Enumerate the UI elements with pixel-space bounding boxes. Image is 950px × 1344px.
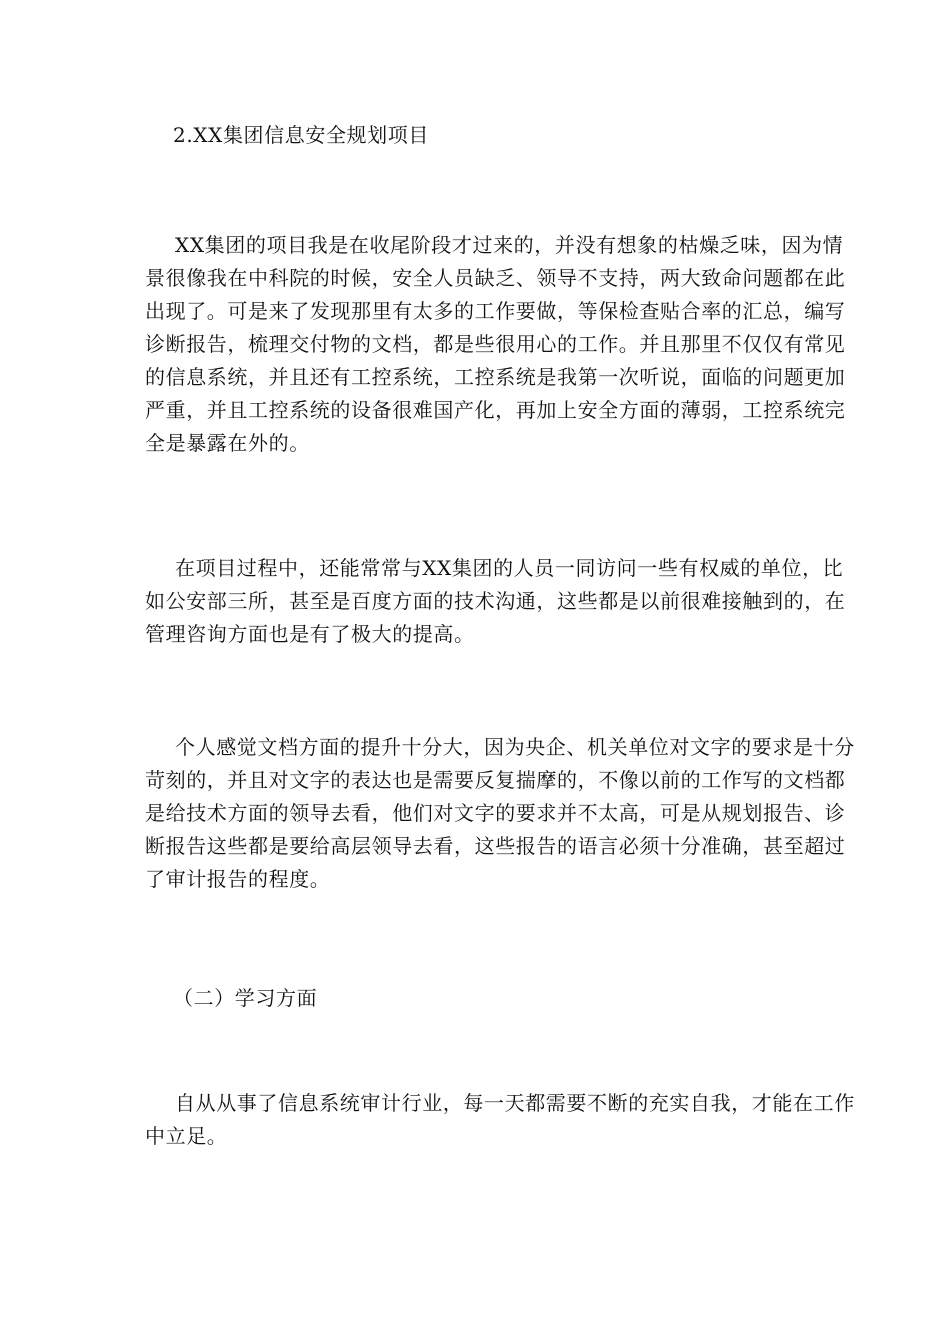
paragraph-line: 自从从事了信息系统审计行业，每一天都需要不断的充实自我，才能在工作	[175, 1091, 855, 1115]
paragraph-line: 在项目过程中，还能常常与XX集团的人员一同访问一些有权威的单位，比	[175, 556, 844, 580]
paragraph-4	[145, 1087, 855, 1153]
section-heading-1	[145, 119, 813, 152]
paragraph-line: 严重，并且工控系统的设备很难国产化，再加上安全方面的薄弱，工控系统完	[145, 398, 846, 422]
paragraph-1	[145, 229, 846, 460]
paragraph-line: 诊断报告，梳理交付物的文档，都是些很用心的工作。并且那里不仅仅有常见	[145, 332, 846, 356]
paragraph-line: 是给技术方面的领导去看，他们对文字的要求并不太高，可是从规划报告、诊	[145, 801, 846, 825]
paragraph-line: 出现了。可是来了发现那里有太多的工作要做，等保检查贴合率的汇总，编写	[145, 299, 846, 323]
paragraph-line: 如公安部三所，甚至是百度方面的技术沟通，这些都是以前很难接触到的，在	[145, 589, 846, 613]
paragraph-line: 中立足。	[145, 1124, 228, 1148]
paragraph-2	[145, 552, 846, 651]
section-heading-2	[145, 982, 813, 1015]
paragraph-3	[145, 731, 855, 896]
paragraph-line: 景很像我在中科院的时候，安全人员缺乏、领导不支持，两大致命问题都在此	[145, 266, 846, 290]
paragraph-line: 个人感觉文档方面的提升十分大，因为央企、机关单位对文字的要求是十分	[175, 735, 855, 759]
paragraph-line: 管理咨询方面也是有了极大的提高。	[145, 622, 475, 646]
paragraph-line: 全是暴露在外的。	[145, 431, 310, 455]
heading-text: （二）学习方面	[173, 986, 318, 1010]
paragraph-line: 的信息系统，并且还有工控系统，工控系统是我第一次听说，面临的问题更加	[145, 365, 846, 389]
heading-text: 2.XX集团信息安全规划项目	[173, 123, 429, 147]
paragraph-line: 了审计报告的程度。	[145, 867, 331, 891]
paragraph-line: XX集团的项目我是在收尾阶段才过来的，并没有想象的枯燥乏味，因为情	[175, 233, 844, 257]
paragraph-line: 断报告这些都是要给高层领导去看，这些报告的语言必须十分准确，甚至超过	[145, 834, 846, 858]
paragraph-line: 苛刻的，并且对文字的表达也是需要反复揣摩的，不像以前的工作写的文档都	[145, 768, 846, 792]
